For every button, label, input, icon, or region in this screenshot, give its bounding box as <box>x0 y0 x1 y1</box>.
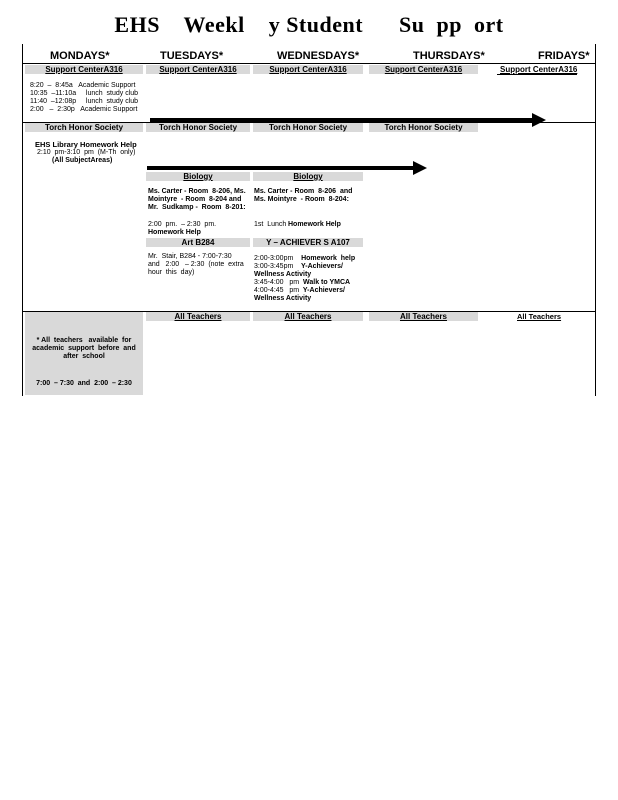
support-line-3: 11:40 –12:08p lunch study club <box>30 98 139 105</box>
torch-subjects: (All SubjectAreas) <box>52 157 113 164</box>
continuation-arrow-2-head <box>413 161 427 175</box>
grid-left-border <box>22 44 23 396</box>
biology-tue-help: Homework Help <box>148 229 201 236</box>
biology-tue-teachers: Ms. Carter - Room 8-206, Ms. Mointyre - Room 8-204 and Mr. Sudkamp - Room 8-201: <box>148 188 246 211</box>
torch-band-mon: Torch Honor Society <box>25 123 143 132</box>
art-band: Art B284 <box>146 238 250 247</box>
torch-time: 2:10 pm-3:10 pm (M-Th only) <box>37 149 136 156</box>
grid-right-border <box>595 44 596 396</box>
biology-tue-time: 2:00 pm. – 2:30 pm. <box>148 221 217 228</box>
achievers-line-1: 2:00-3:00pm Homework help <box>254 255 356 262</box>
torch-band-thu: Torch Honor Society <box>369 123 478 132</box>
support-center-band-tue: Support CenterA316 <box>146 65 250 74</box>
day-header-friday: FRIDAYS* <box>538 50 590 62</box>
day-header-tuesday: TUESDAYS* <box>160 50 224 62</box>
all-teachers-band-tue: All Teachers <box>146 312 250 321</box>
continuation-arrow-1-head <box>532 113 546 127</box>
support-center-underline-fri <box>497 74 577 75</box>
achievers-line-5: 4:00-4:45 pm Y-Achievers/ <box>254 287 345 294</box>
support-center-band-mon: Support CenterA316 <box>25 65 143 74</box>
torch-band-tue: Torch Honor Society <box>146 123 250 132</box>
art-details: Mr. Stair, B284 - 7:00-7:30 and 2:00 – 2:30 (note extra hour this day) <box>148 253 244 276</box>
support-line-4: 2:00 – 2:30p Academic Support <box>30 106 138 113</box>
all-teachers-note: * All teachers available for academic support before and after school <box>32 337 136 360</box>
continuation-arrow-2 <box>147 166 413 170</box>
support-line-1: 8:20 – 8:45a Academic Support <box>30 82 136 89</box>
support-line-2: 10:35 –11:10a lunch study club <box>30 90 139 97</box>
day-header-thursday: THURSDAYS* <box>413 50 485 62</box>
biology-wed-help: Homework Help <box>288 221 341 228</box>
torch-band-wed: Torch Honor Society <box>253 123 363 132</box>
achievers-band: Y – ACHIEVER S A107 <box>253 238 363 247</box>
achievers-line-6: Wellness Activity <box>254 295 312 302</box>
support-center-label-fri: Support CenterA316 <box>500 65 578 74</box>
biology-band-wed: Biology <box>253 172 363 181</box>
all-teachers-label-fri: All Teachers <box>517 312 562 321</box>
all-teachers-band-wed: All Teachers <box>253 312 363 321</box>
all-teachers-band-thu: All Teachers <box>369 312 478 321</box>
day-header-wednesday: WEDNESDAYS* <box>277 50 360 62</box>
day-header-monday: MONDAYS* <box>50 50 110 62</box>
biology-wed-teachers: Ms. Carter - Room 8-206 and Ms. Mointyre - Room 8-204: <box>254 188 353 203</box>
biology-band-tue: Biology <box>146 172 250 181</box>
support-center-band-thu: Support CenterA316 <box>369 65 478 74</box>
header-rule <box>22 63 596 64</box>
page-title: EHS Weekl y Student Su pp ort <box>114 12 504 37</box>
torch-title: EHS Library Homework Help <box>35 140 137 149</box>
biology-wed-lunch: 1st Lunch <box>254 221 287 228</box>
achievers-line-3: Wellness Activity <box>254 271 312 278</box>
achievers-schedule <box>254 255 355 303</box>
achievers-line-4: 3:45-4:00 pm Walk to YMCA <box>254 279 351 286</box>
all-teachers-times: 7:00 – 7:30 and 2:00 – 2:30 <box>36 380 132 387</box>
support-center-band-wed: Support CenterA316 <box>253 65 363 74</box>
continuation-arrow-1 <box>150 118 534 122</box>
achievers-line-2: 3:00-3:45pm Y-Achievers/ <box>254 263 343 270</box>
